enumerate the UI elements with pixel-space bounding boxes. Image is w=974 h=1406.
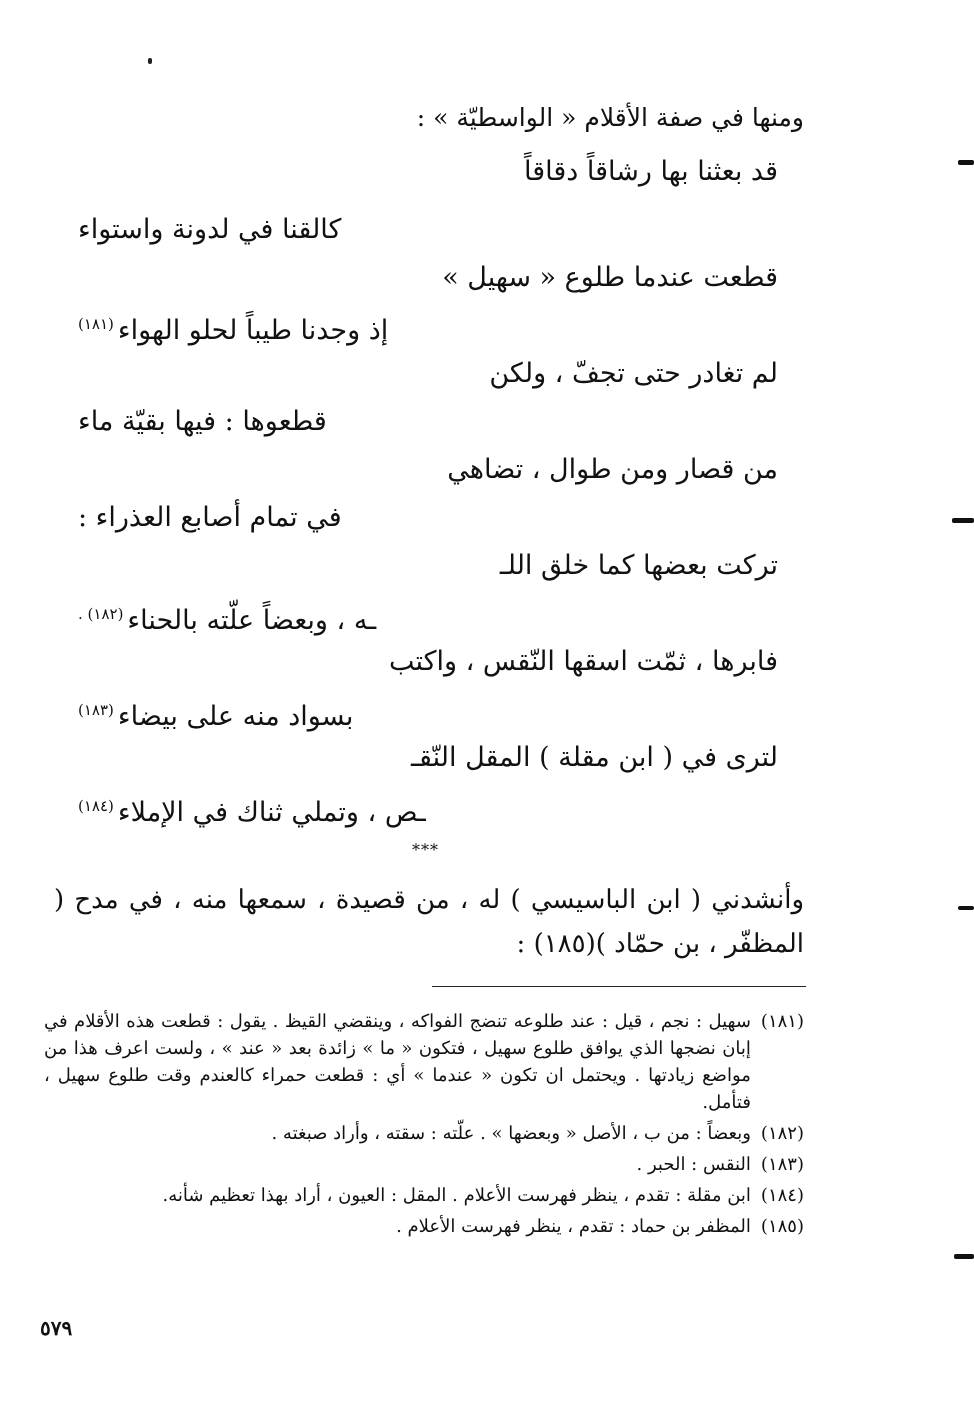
scan-edge-mark: [958, 906, 974, 910]
verse-line: في تمام أصابع العذراء :: [78, 502, 342, 533]
scan-edge-mark: [954, 1254, 974, 1259]
page-number: ٥٧٩: [40, 1316, 73, 1340]
verse-line: لم تغادر حتى تجفّ ، ولكن: [489, 358, 778, 389]
footnote-number: (١٨١): [760, 1011, 804, 1032]
footnote-text: المظفر بن حماد : تقدم ، ينظر فهرست الأعلام .: [396, 1216, 751, 1237]
footnote-ref: (١٨٣): [78, 701, 114, 719]
footnote-text: وبعضاً : من ب ، الأصل « وبعضها » . علّته : سقته ، وأراد صبغته .: [271, 1123, 751, 1144]
footnote: [44, 1120, 804, 1147]
verse-line: ـص ، وتملي ثناك في الإملاء$^{(١٨٤)}$: [78, 797, 426, 828]
intro-line: ومنها في صفة الأقلام « الواسطيّة » :: [416, 103, 804, 132]
verse-line: قد بعثنا بها رشاقاً دقاقاً: [524, 156, 778, 187]
footnote-number: (١٨٣): [760, 1154, 804, 1175]
footnote: [44, 1182, 804, 1209]
prose-paragraph: وأنشدني ( ابن الباسيسي ) له ، من قصيدة ، سمعها منه ، في مدح ( المظفّر ، بن حمّاد )(١٨٥) :: [54, 885, 804, 959]
verse-line: إذ وجدنا طيباً لحلو الهواء$^{(١٨١)}$: [78, 315, 389, 346]
footnote-ref: (١٨٤): [78, 797, 114, 815]
footnote-rule: [432, 986, 806, 987]
footnotes: [44, 1008, 804, 1244]
footnote-ref: (١٨١): [78, 315, 114, 333]
scan-edge-mark: [958, 160, 974, 165]
footnote-text: النقس : الحبر .: [636, 1154, 751, 1175]
section-divider-stars: ⁎⁎⁎: [412, 835, 439, 854]
verse-line: كالقنا في لدونة واستواء: [78, 214, 342, 245]
footnote-ref: (١٨٢) .: [78, 605, 124, 623]
footnote-number: (١٨٢): [760, 1123, 804, 1144]
verse-line: قطعوها : فيها بقيّة ماء: [78, 406, 327, 437]
verse-line: لترى في ( ابن مقلة ) المقل النّقـ: [411, 742, 778, 773]
verse-line: فابرها ، ثمّت اسقها النّقس ، واكتب: [388, 646, 778, 677]
verse-line: تركت بعضها كما خلق اللـ: [499, 550, 778, 581]
verse-line: قطعت عندما طلوع « سهيل »: [442, 262, 778, 293]
verse-line: ـه ، وبعضاً علّته بالحناء$^{(١٨٢) .}$: [78, 605, 377, 636]
footnote-number: (١٨٤): [760, 1185, 804, 1206]
footnote: [44, 1213, 804, 1240]
verse-line: بسواد منه على بيضاء$^{(١٨٣)}$: [78, 701, 354, 732]
footnote-text: ابن مقلة : تقدم ، ينظر فهرست الأعلام . المقل : العيون ، أراد بهذا تعظيم شأنه.: [162, 1185, 751, 1206]
footnote: [44, 1008, 804, 1116]
footnote-text: سهيل : نجم ، قيل : عند طلوعه تنضج الفواكه ، وينقضي القيظ . يقول : قطعت هذه الأقلام في إبان نضجها الذي يوافق طلوع سهيل ، فتكون « ما » زائدة بعد « عند » ، ولست اعرف هذا من مواضع زيادتها . ويحتمل ان تكون « عندما » أي : قطعت حمراء كالعندم وقت طلوع سهيل ، فتأمل.: [44, 1011, 751, 1113]
scan-edge-mark: [952, 518, 974, 523]
verse-line: من قصار ومن طوال ، تضاهي: [447, 454, 778, 485]
footnote-number: (١٨٥): [760, 1216, 804, 1237]
footnote: [44, 1151, 804, 1178]
